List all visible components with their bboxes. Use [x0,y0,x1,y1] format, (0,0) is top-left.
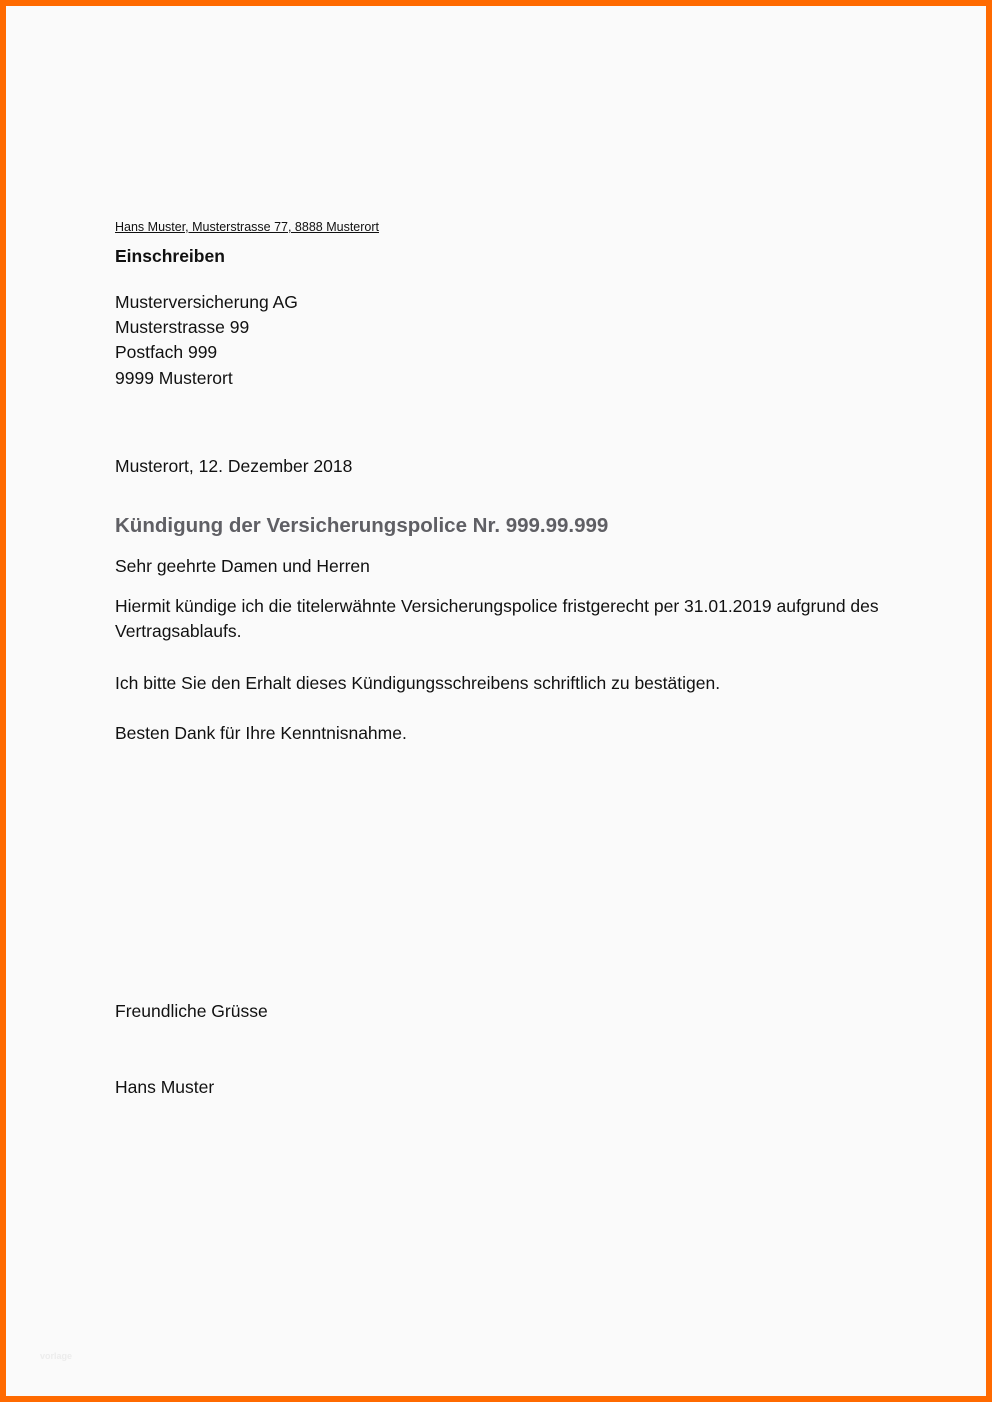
subject-heading: Kündigung der Versicherungspolice Nr. 999.99.999 [115,514,609,537]
paragraph-1: Hiermit kündige ich die titelerwähnte Versicherungspolice fristgerecht per 31.01.2019 aufgrund des Vertragsablaufs. [115,596,879,641]
signature-name: Hans Muster [115,1077,215,1097]
watermark: vorlage [40,1351,73,1361]
letter-page [6,6,986,1396]
paragraph-3: Besten Dank für Ihre Kenntnisnahme. [115,723,407,743]
recipient-line-2: Musterstrasse 99 [115,317,250,337]
recipient-line-1: Musterversicherung AG [115,292,298,312]
recipient-line-3: Postfach 999 [115,342,218,362]
delivery-type: Einschreiben [115,246,225,266]
salutation: Sehr geehrte Damen und Herren [115,556,370,576]
recipient-line-4: 9999 Musterort [115,368,233,388]
closing: Freundliche Grüsse [115,1001,268,1021]
sender-line: Hans Muster, Musterstrasse 77, 8888 Musterort [115,220,379,234]
paragraph-2: Ich bitte Sie den Erhalt dieses Kündigungsschreibens schriftlich zu bestätigen. [115,673,721,693]
place-date: Musterort, 12. Dezember 2018 [115,456,353,476]
